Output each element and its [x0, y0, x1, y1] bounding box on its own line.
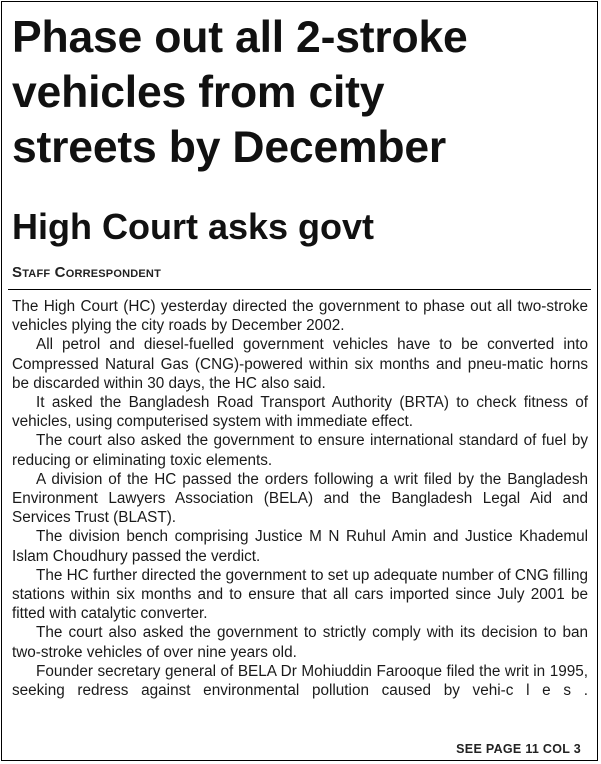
headline	[12, 10, 597, 175]
paragraph-7: The HC further directed the government to set up adequate number of CNG filling stations within six months and to ensure that all cars imported since July 2001 be fitted with catalytic converter.	[12, 566, 588, 623]
paragraph-8: The court also asked the government to strictly comply with its decision to ban two-stroke vehicles of over nine years old.	[12, 624, 588, 661]
paragraph-4: The court also asked the government to ensure international standard of fuel by reducing or eliminating toxic elements.	[12, 432, 588, 469]
headline-line-1: Phase out all 2-stroke	[12, 13, 468, 62]
paragraph-1: The High Court (HC) yesterday directed the government to phase out all two-stroke vehicles plying the city roads by December 2002.	[12, 298, 588, 335]
paragraph-9: Founder secretary general of BELA Dr Mohiuddin Farooque filed the writ in 1995, seeking redress against environmental pollution caused by vehi-c l e s .	[12, 662, 588, 700]
subheadline: High Court asks govt	[12, 206, 375, 247]
paragraph-3: It asked the Bangladesh Road Transport Authority (BRTA) to check fitness of vehicles, using computerised system with immediate effect.	[12, 394, 588, 431]
continuation-note: SEE PAGE 11 COL 3	[456, 742, 581, 756]
paragraph-6: The division bench comprising Justice M N Ruhul Amin and Justice Khademul Islam Choudhury passed the verdict.	[12, 528, 588, 565]
paragraph-5: A division of the HC passed the orders following a writ filed by the Bangladesh Environment Lawyers Association (BELA) and the Bangladesh Legal Aid and Services Trust (BLAST).	[12, 470, 588, 527]
article-body	[12, 297, 588, 700]
headline-line-3: streets by December	[12, 123, 447, 172]
paragraph-2: All petrol and diesel-fuelled government vehicles have to be converted into Compressed Natural Gas (CNG)-powered within six months and pneu-matic horns be discarded within 30 days, the HC also said.	[12, 336, 588, 392]
byline-divider	[8, 289, 591, 290]
byline: Staff Correspondent	[12, 264, 161, 281]
article-frame	[1, 1, 598, 761]
headline-line-2: vehicles from city	[12, 68, 385, 117]
